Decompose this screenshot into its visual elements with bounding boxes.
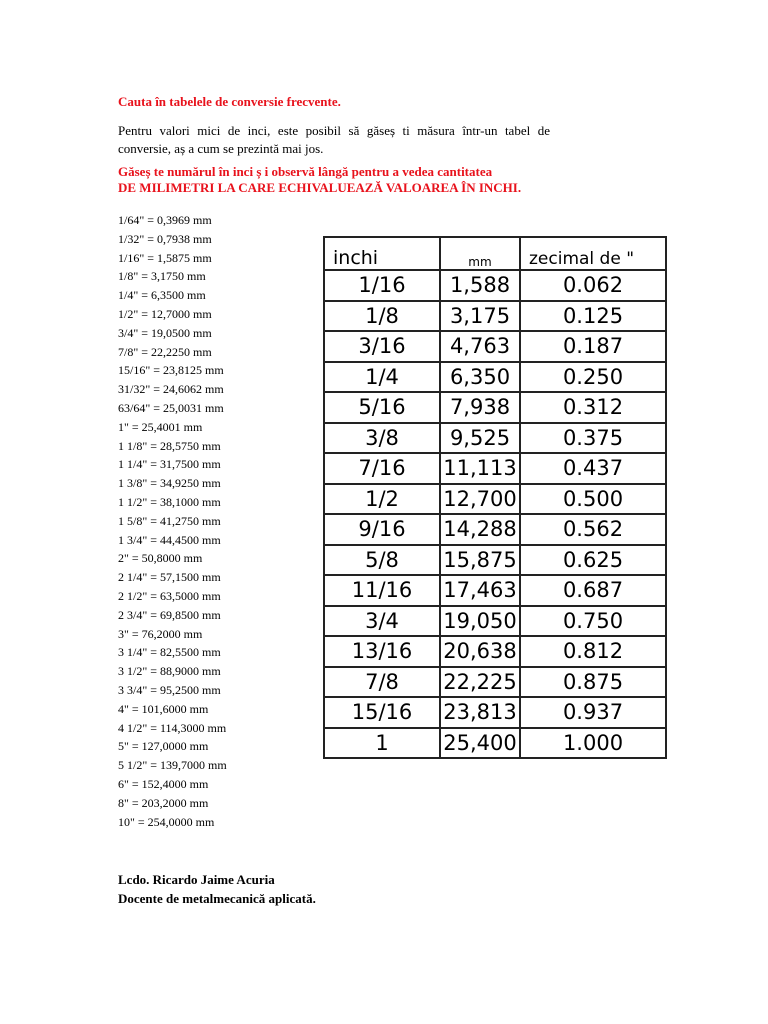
conversion-item: 1/4" = 6,3500 mm [118, 288, 206, 303]
table-row [324, 423, 666, 454]
table-row [324, 301, 666, 332]
cell-inchi: 15/16 [324, 697, 440, 728]
conversion-item: 7/8" = 22,2250 mm [118, 344, 212, 359]
conversion-item: 1 1/8" = 28,5750 mm [118, 438, 221, 453]
conversion-table-wrapper [323, 236, 667, 759]
cell-inchi: 11/16 [324, 575, 440, 606]
instruction-line-1: Găseș te numărul în inci ș i observă lângă pentru a vedea cantitatea [118, 164, 493, 179]
conversion-item: 2 1/2" = 63,5000 mm [118, 588, 221, 603]
cell-inchi: 7/8 [324, 667, 440, 698]
cell-mm: 1,588 [440, 270, 520, 301]
cell-inchi: 3/8 [324, 423, 440, 454]
conversion-item: 31/32" = 24,6062 mm [118, 382, 224, 397]
conversion-item: 3 3/4" = 95,2500 mm [118, 682, 221, 697]
cell-inchi: 1/16 [324, 270, 440, 301]
conversion-item: 2 1/4" = 57,1500 mm [118, 570, 221, 585]
table-row [324, 453, 666, 484]
table-row [324, 484, 666, 515]
conversion-item: 3" = 76,2000 mm [118, 626, 203, 641]
cell-mm: 4,763 [440, 331, 520, 362]
cell-decimal: 0.187 [520, 331, 666, 362]
table-row [324, 270, 666, 301]
intro-paragraph: Pentru valori mici de inci, este posibil să găseș ti măsura într-un tabel de conversie, aș a cum se prezintă mai jos. [118, 123, 550, 156]
conversion-item: 63/64" = 25,0031 mm [118, 400, 224, 415]
conversion-item: 4" = 101,6000 mm [118, 701, 209, 716]
cell-inchi: 9/16 [324, 514, 440, 545]
conversion-item: 15/16" = 23,8125 mm [118, 363, 224, 378]
conversion-item: 1/8" = 3,1750 mm [118, 269, 206, 284]
cell-decimal: 0.437 [520, 453, 666, 484]
conversion-item: 6" = 152,4000 mm [118, 776, 209, 791]
cell-mm: 19,050 [440, 606, 520, 637]
header-inchi: inchi [324, 237, 440, 270]
conversion-item: 3 1/2" = 88,9000 mm [118, 664, 221, 679]
cell-inchi: 5/8 [324, 545, 440, 576]
cell-decimal: 1.000 [520, 728, 666, 759]
table-row [324, 331, 666, 362]
conversion-item: 2" = 50,8000 mm [118, 551, 203, 566]
signature-title: Docente de metalmecanică aplicată. [118, 891, 316, 906]
cell-decimal: 0.500 [520, 484, 666, 515]
conversion-item: 1/2" = 12,7000 mm [118, 306, 212, 321]
instruction-line-2: DE MILIMETRI LA CARE ECHIVALUEAZĂ VALOAREA ÎN INCHI. [118, 180, 522, 195]
cell-mm: 23,813 [440, 697, 520, 728]
table-row [324, 392, 666, 423]
cell-decimal: 0.125 [520, 301, 666, 332]
table-row [324, 545, 666, 576]
cell-mm: 20,638 [440, 636, 520, 667]
cell-inchi: 1/4 [324, 362, 440, 393]
conversion-item: 1 5/8" = 41,2750 mm [118, 513, 221, 528]
page-heading: Cauta în tabelele de conversie frecvente. [118, 94, 341, 109]
cell-decimal: 0.812 [520, 636, 666, 667]
conversion-item: 1/32" = 0,7938 mm [118, 231, 212, 246]
cell-mm: 11,113 [440, 453, 520, 484]
cell-mm: 25,400 [440, 728, 520, 759]
conversion-item: 8" = 203,2000 mm [118, 795, 209, 810]
conversion-item: 1 3/8" = 34,9250 mm [118, 476, 221, 491]
table-body [324, 270, 666, 758]
cell-decimal: 0.875 [520, 667, 666, 698]
conversion-item: 1 3/4" = 44,4500 mm [118, 532, 221, 547]
cell-mm: 17,463 [440, 575, 520, 606]
cell-mm: 3,175 [440, 301, 520, 332]
cell-decimal: 0.562 [520, 514, 666, 545]
cell-inchi: 3/16 [324, 331, 440, 362]
signature-name: Lcdo. Ricardo Jaime Acuria [118, 872, 275, 887]
conversion-item: 5" = 127,0000 mm [118, 739, 209, 754]
cell-decimal: 0.937 [520, 697, 666, 728]
table-row [324, 575, 666, 606]
cell-decimal: 0.687 [520, 575, 666, 606]
table-row [324, 697, 666, 728]
table-row [324, 514, 666, 545]
cell-mm: 14,288 [440, 514, 520, 545]
table-row [324, 362, 666, 393]
conversion-item: 10" = 254,0000 mm [118, 814, 215, 829]
conversion-item: 1 1/2" = 38,1000 mm [118, 494, 221, 509]
cell-mm: 9,525 [440, 423, 520, 454]
conversion-item: 1 1/4" = 31,7500 mm [118, 457, 221, 472]
header-decimal: zecimal de " [520, 237, 666, 270]
signature-block [118, 870, 316, 908]
cell-inchi: 13/16 [324, 636, 440, 667]
cell-mm: 15,875 [440, 545, 520, 576]
cell-mm: 7,938 [440, 392, 520, 423]
cell-inchi: 3/4 [324, 606, 440, 637]
conversion-item: 5 1/2" = 139,7000 mm [118, 758, 227, 773]
conversion-item: 3 1/4" = 82,5500 mm [118, 645, 221, 660]
conversion-item: 1" = 25,4001 mm [118, 419, 203, 434]
conversion-table [323, 236, 667, 759]
table-row [324, 667, 666, 698]
cell-inchi: 1/8 [324, 301, 440, 332]
conversion-list [118, 211, 227, 831]
table-row [324, 606, 666, 637]
cell-mm: 22,225 [440, 667, 520, 698]
conversion-item: 4 1/2" = 114,3000 mm [118, 720, 227, 735]
header-mm: mm [440, 237, 520, 270]
cell-decimal: 0.375 [520, 423, 666, 454]
table-header-row [324, 237, 666, 270]
cell-mm: 12,700 [440, 484, 520, 515]
cell-decimal: 0.312 [520, 392, 666, 423]
cell-inchi: 1 [324, 728, 440, 759]
cell-decimal: 0.250 [520, 362, 666, 393]
cell-decimal: 0.750 [520, 606, 666, 637]
cell-inchi: 7/16 [324, 453, 440, 484]
cell-decimal: 0.625 [520, 545, 666, 576]
conversion-item: 1/64" = 0,3969 mm [118, 213, 212, 227]
conversion-item: 2 3/4" = 69,8500 mm [118, 607, 221, 622]
cell-inchi: 5/16 [324, 392, 440, 423]
table-row [324, 636, 666, 667]
instruction-block [118, 164, 521, 196]
cell-decimal: 0.062 [520, 270, 666, 301]
table-row [324, 728, 666, 759]
cell-inchi: 1/2 [324, 484, 440, 515]
conversion-item: 1/16" = 1,5875 mm [118, 250, 212, 265]
cell-mm: 6,350 [440, 362, 520, 393]
conversion-item: 3/4" = 19,0500 mm [118, 325, 212, 340]
